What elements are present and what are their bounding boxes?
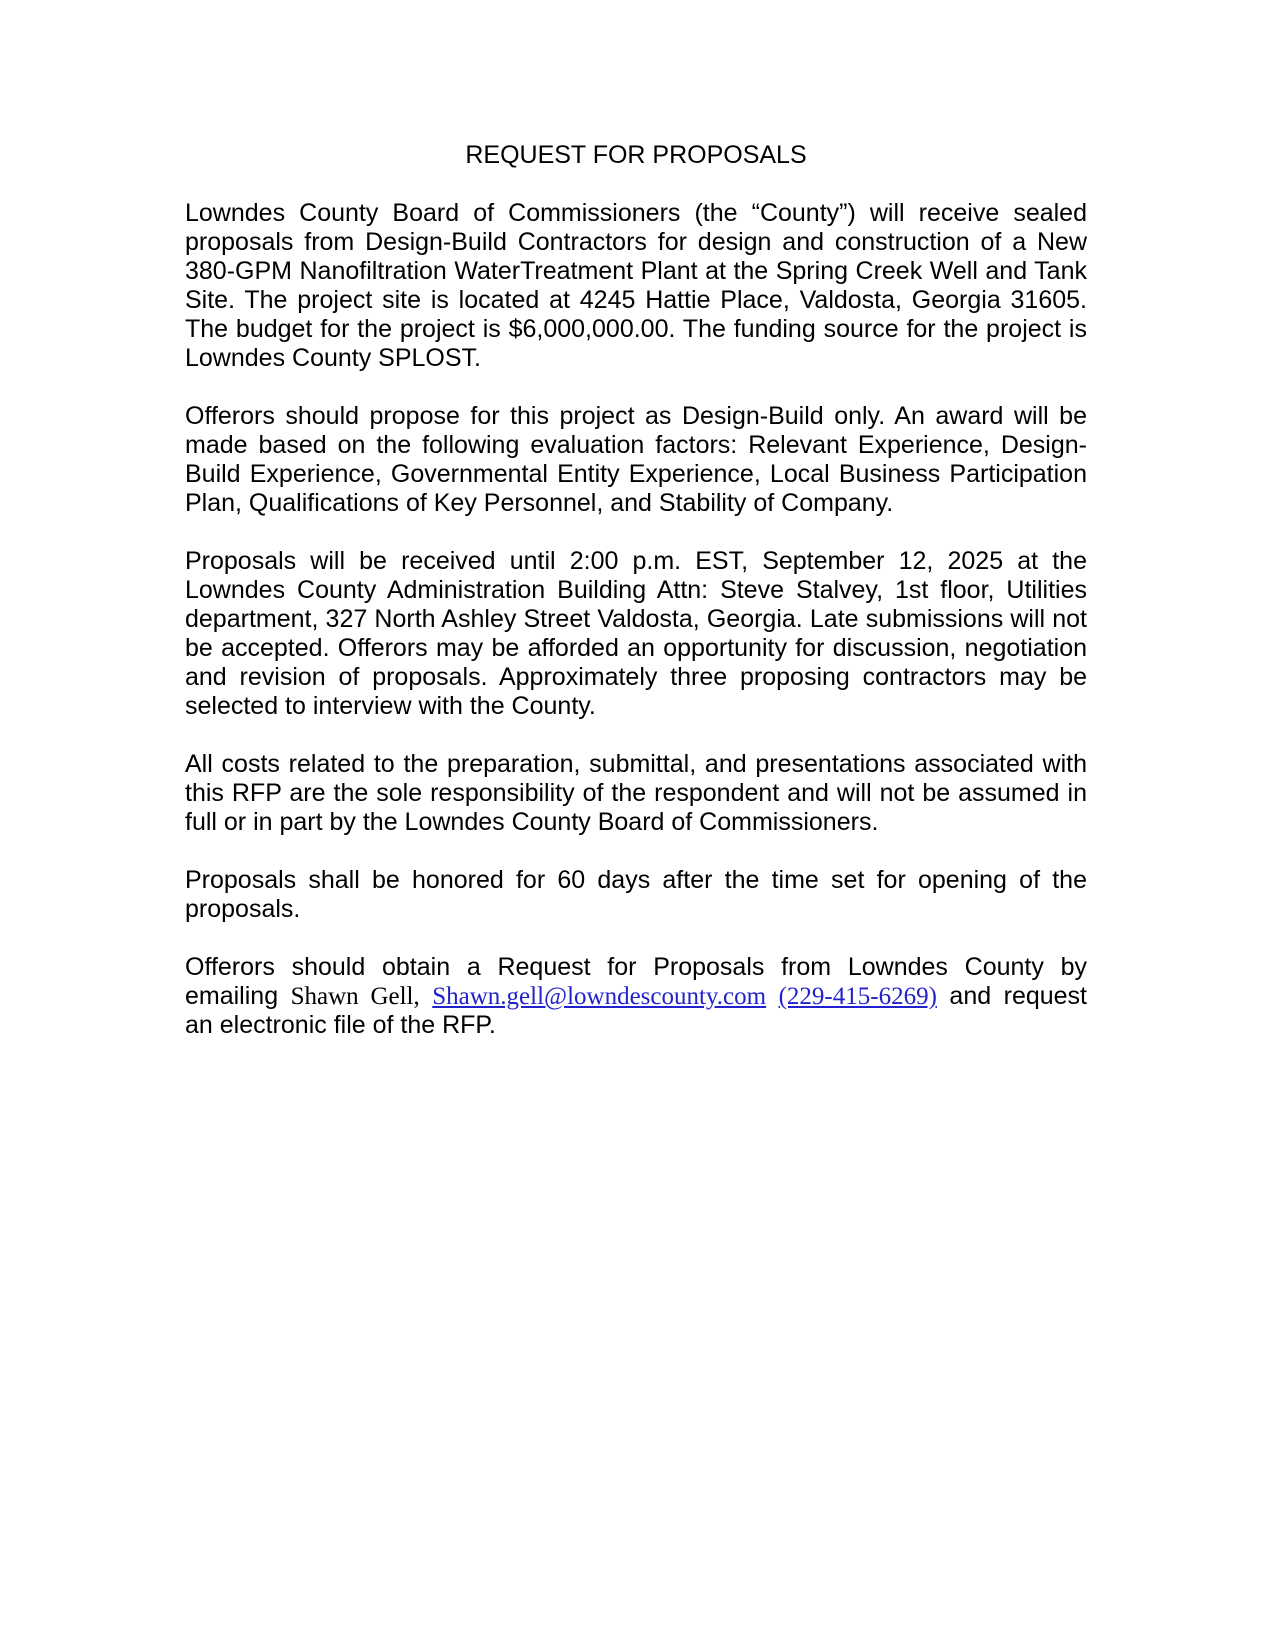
paragraph-evaluation-factors: Offerors should propose for this project as Design-Build only. An award will be made based on the following evaluation factors: Relevant Experience, Design-Build Experience, Governmental Entity Experience, Local Business Participation Plan, Qualifications of Key Personnel, and Stability of Company. [185, 402, 1087, 517]
document-title: REQUEST FOR PROPOSALS [465, 141, 807, 169]
contact-lead-text: Offerors should obtain a Request for Proposals from Lowndes County by emailing [185, 953, 1087, 1010]
contact-name-text: Shawn Gell, [290, 983, 420, 1010]
paragraph-submission-deadline: Proposals will be received until 2:00 p.m. EST, September 12, 2025 at the Lowndes County Administration Building Attn: Steve Stalvey, 1st floor, Utilities department, 327 North Ashley Street Valdosta, Georgia. Late submissions will not be accepted. Offerors may be afforded an opportunity for discussion, negotiation and revision of proposals. Approximately three proposing contractors may be selected to interview with the County. [185, 547, 1087, 720]
paragraph-intro: Lowndes County Board of Commissioners (the “County”) will receive sealed proposals from Design-Build Contractors for design and construction of a New 380-GPM Nanofiltration WaterTreatment Plant at the Spring Creek Well and Tank Site. The project site is located at 4245 Hattie Place, Valdosta, Georgia 31605. The budget for the project is $6,000,000.00. The funding source for the project is Lowndes County SPLOST. [185, 199, 1087, 372]
paragraph-costs-responsibility: All costs related to the preparation, submittal, and presentations associated with this RFP are the sole responsibility of the respondent and will not be assumed in full or in part by the Lowndes County Board of Commissioners. [185, 750, 1087, 836]
email-link[interactable]: Shawn.gell@lowndescounty.com [432, 983, 767, 1010]
paragraph-contact [185, 953, 1087, 1040]
phone-link[interactable]: (229-415-6269) [778, 983, 937, 1010]
paragraph-proposal-validity: Proposals shall be honored for 60 days after the time set for opening of the proposals. [185, 866, 1087, 923]
contact-tail-text: and request an electronic file of the RFP. [185, 982, 1088, 1039]
